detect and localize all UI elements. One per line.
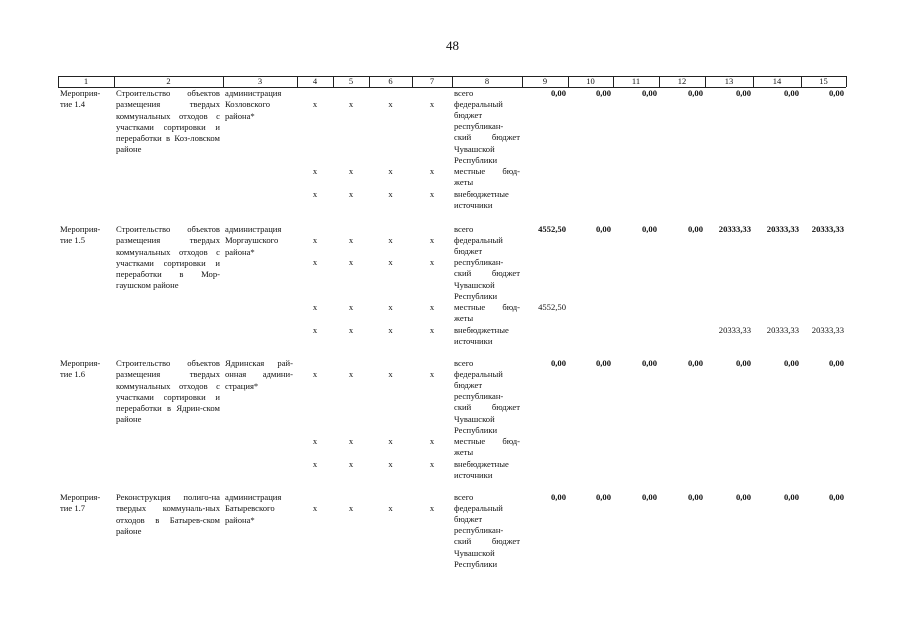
funding-source-label: всего (454, 88, 474, 98)
not-applicable-mark: х (388, 436, 393, 446)
header-cell: 12 (677, 76, 687, 86)
not-applicable-mark: х (312, 99, 318, 109)
amount-cell: 20333,33 (811, 224, 844, 234)
funding-source-label: внебюджетные источники (454, 325, 509, 347)
not-applicable-mark: х (312, 436, 318, 446)
funding-source-label: всего (454, 492, 474, 502)
amount-cell: 0,00 (550, 358, 566, 368)
not-applicable-mark: х (348, 325, 354, 335)
amount-cell: 0,00 (735, 492, 751, 502)
not-applicable-mark: х (348, 436, 354, 446)
not-applicable-mark: х (312, 503, 318, 513)
not-applicable-mark: х (348, 302, 354, 312)
amount-cell: 0,00 (783, 492, 799, 502)
funding-source-label: федеральный бюджет (454, 235, 503, 257)
not-applicable-mark: х (312, 325, 318, 335)
not-applicable-mark: х (388, 369, 393, 379)
not-applicable-mark: х (429, 369, 435, 379)
not-applicable-mark: х (348, 166, 354, 176)
not-applicable-mark: х (388, 325, 393, 335)
not-applicable-mark: х (388, 235, 393, 245)
not-applicable-mark: х (348, 369, 354, 379)
page-number: 48 (446, 38, 459, 53)
not-applicable-mark: х (429, 189, 435, 199)
not-applicable-mark: х (388, 257, 393, 267)
not-applicable-mark: х (348, 99, 354, 109)
amount-cell: 0,00 (828, 492, 844, 502)
not-applicable-mark: х (429, 166, 435, 176)
header-cell: 13 (724, 76, 734, 86)
funding-source-label: федеральный бюджет (454, 503, 503, 525)
not-applicable-mark: х (312, 257, 318, 267)
measure-name: Строительство объектов размещения твердых коммунальных отходов с участками сортировки и переработки в Ядрин-ском районе (116, 358, 220, 425)
not-applicable-mark: х (312, 235, 318, 245)
amount-cell: 0,00 (783, 358, 799, 368)
not-applicable-mark: х (429, 99, 435, 109)
not-applicable-mark: х (312, 369, 318, 379)
not-applicable-mark: х (312, 302, 318, 312)
header-cell: 5 (348, 76, 354, 86)
amount-cell: 4552,50 (538, 302, 566, 312)
not-applicable-mark: х (429, 235, 435, 245)
header-cell: 11 (631, 76, 641, 86)
header-cell: 4 (312, 76, 318, 86)
funding-source-label: местные бюд-жеты (454, 302, 520, 324)
header-cell: 8 (484, 76, 490, 86)
measure-id: Мероприя- тие 1.5 (60, 224, 101, 246)
not-applicable-mark: х (388, 459, 393, 469)
measure-name: Строительство объектов размещения твердых коммунальных отходов с участками сортировки и переработки в Мор-гаушском районе (116, 224, 220, 291)
amount-cell: 0,00 (828, 88, 844, 98)
funding-source-label: местные бюд-жеты (454, 436, 520, 458)
not-applicable-mark: х (429, 459, 435, 469)
funding-source-label: всего (454, 358, 474, 368)
amount-cell: 0,00 (641, 358, 657, 368)
amount-cell: 0,00 (550, 88, 566, 98)
amount-cell: 20333,33 (718, 224, 751, 234)
header-cell: 14 (772, 76, 782, 86)
not-applicable-mark: х (348, 459, 354, 469)
measure-executor: Ядринская рай-онная админи-страция* (225, 358, 293, 391)
amount-cell: 0,00 (687, 358, 703, 368)
funding-source-label: всего (454, 224, 474, 234)
amount-cell: 0,00 (687, 88, 703, 98)
amount-cell: 20333,33 (718, 325, 751, 335)
funding-source-label: республикан-ский бюджет Чувашской Республики (454, 525, 520, 569)
not-applicable-mark: х (388, 99, 393, 109)
header-cell: 15 (819, 76, 828, 86)
header-cell: 3 (257, 76, 263, 86)
funding-source-label: федеральный бюджет (454, 99, 503, 121)
not-applicable-mark: х (348, 257, 354, 267)
measure-executor: администрация Батыревского района* (225, 492, 282, 525)
amount-cell: 0,00 (687, 492, 703, 502)
not-applicable-mark: х (348, 235, 354, 245)
not-applicable-mark: х (429, 503, 435, 513)
not-applicable-mark: х (388, 503, 393, 513)
measure-id: Мероприя- тие 1.4 (60, 88, 101, 110)
header-cell: 7 (429, 76, 435, 86)
amount-cell: 20333,33 (811, 325, 844, 335)
funding-source-label: республикан-ский бюджет Чувашской Республики (454, 121, 520, 165)
amount-cell: 0,00 (595, 88, 611, 98)
amount-cell: 0,00 (641, 88, 657, 98)
not-applicable-mark: х (429, 325, 435, 335)
not-applicable-mark: х (312, 166, 318, 176)
amount-cell: 0,00 (595, 358, 611, 368)
not-applicable-mark: х (388, 189, 393, 199)
funding-source-label: республикан-ский бюджет Чувашской Республики (454, 391, 520, 435)
not-applicable-mark: х (348, 503, 354, 513)
not-applicable-mark: х (429, 436, 435, 446)
amount-cell: 0,00 (550, 492, 566, 502)
header-cell: 9 (542, 76, 548, 86)
amount-cell: 0,00 (595, 224, 611, 234)
measure-id: Мероприя- тие 1.6 (60, 358, 101, 380)
amount-cell: 0,00 (783, 88, 799, 98)
funding-source-label: внебюджетные источники (454, 459, 509, 481)
not-applicable-mark: х (312, 459, 318, 469)
amount-cell: 20333,33 (766, 325, 799, 335)
not-applicable-mark: х (312, 189, 318, 199)
measure-executor: администрация Моргаушского района* (225, 224, 282, 257)
measure-name: Строительство объектов размещения твердых коммунальных отходов с участками сортировки и переработки в Коз-ловском районе (116, 88, 220, 155)
header-column-divider (846, 76, 847, 87)
header-cell: 2 (166, 76, 171, 86)
measure-name: Реконструкция полиго-на твердых коммуналь-ных отходов в Батырев-ском районе (116, 492, 220, 536)
amount-cell: 0,00 (828, 358, 844, 368)
amount-cell: 0,00 (641, 492, 657, 502)
not-applicable-mark: х (429, 302, 435, 312)
header-cell: 1 (83, 76, 89, 86)
amount-cell: 4552,50 (538, 224, 566, 234)
amount-cell: 0,00 (735, 88, 751, 98)
funding-source-label: местные бюд-жеты (454, 166, 520, 188)
measure-executor: администрация Козловского района* (225, 88, 282, 121)
header-cell: 6 (388, 76, 393, 86)
measure-id: Мероприя- тие 1.7 (60, 492, 101, 514)
amount-cell: 0,00 (735, 358, 751, 368)
not-applicable-mark: х (429, 257, 435, 267)
not-applicable-mark: х (348, 189, 354, 199)
amount-cell: 0,00 (641, 224, 657, 234)
funding-source-label: внебюджетные источники (454, 189, 509, 211)
header-cell: 10 (586, 76, 595, 86)
amount-cell: 0,00 (687, 224, 703, 234)
funding-source-label: республикан-ский бюджет Чувашской Республики (454, 257, 520, 301)
amount-cell: 0,00 (595, 492, 611, 502)
not-applicable-mark: х (388, 166, 393, 176)
amount-cell: 20333,33 (766, 224, 799, 234)
funding-source-label: федеральный бюджет (454, 369, 503, 391)
not-applicable-mark: х (388, 302, 393, 312)
